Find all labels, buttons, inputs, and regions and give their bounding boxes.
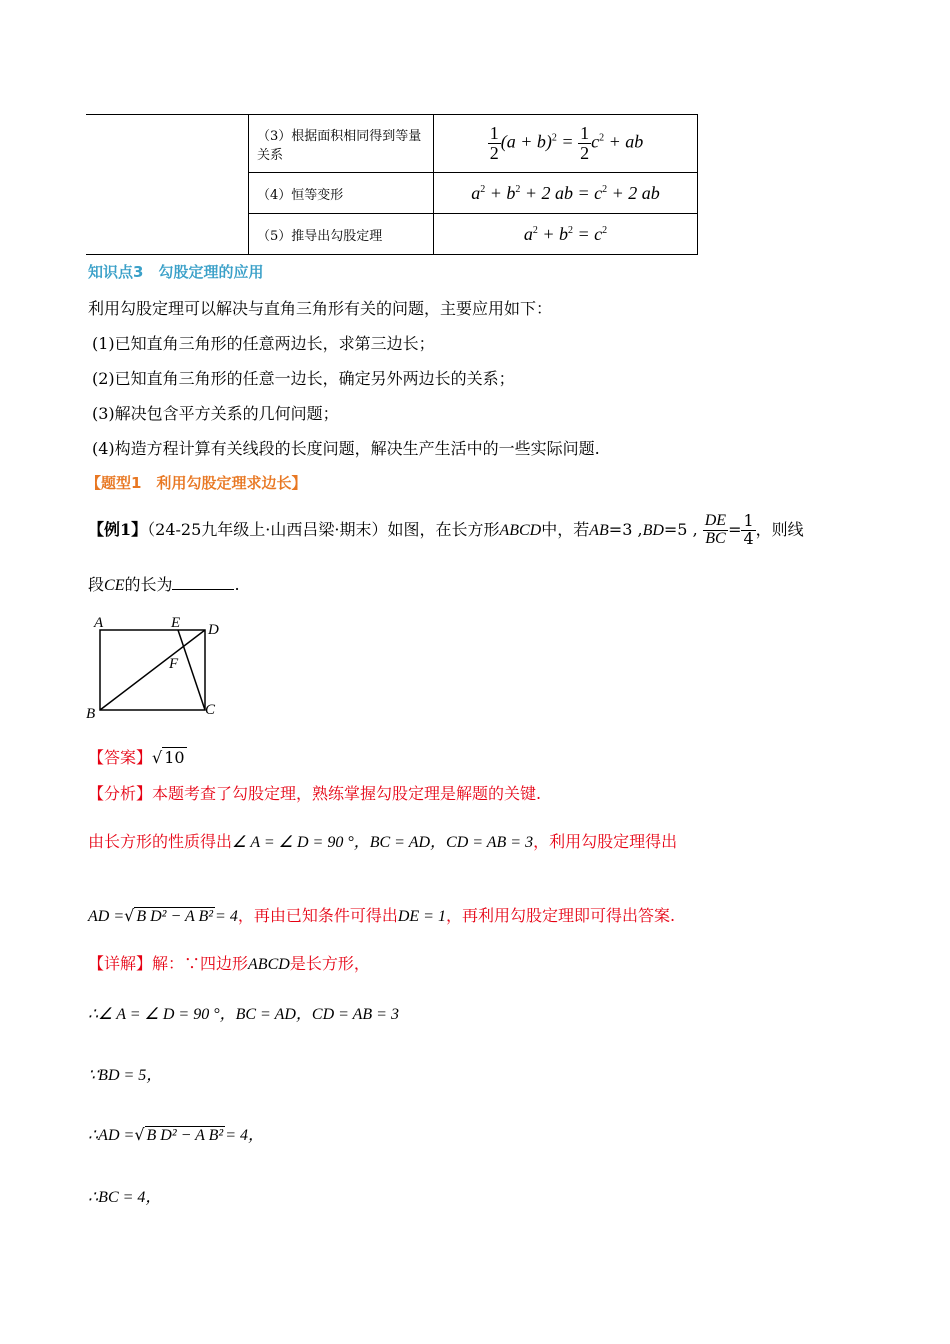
sqrt-icon: √ [124, 906, 135, 925]
segment-ec [178, 630, 205, 710]
analysis-math: = 4 [215, 908, 238, 925]
detail-line-1 [88, 951, 370, 974]
derivation-table [86, 114, 698, 255]
segment-ce: CE [104, 577, 125, 594]
sqrt-icon: √ [152, 748, 163, 767]
rectangle-figure [82, 610, 232, 725]
answer-blank [172, 589, 234, 590]
analysis-text: ，再利用勾股定理即可得出答案. [445, 906, 676, 925]
list-item: (1)已知直角三角形的任意两边长，求第三边长； [92, 334, 435, 353]
table-step-cell: （4）恒等变形 [249, 173, 434, 214]
ratio-fraction: $\frac{DE}{BC}$ [704, 512, 727, 547]
analysis-math: AD = [88, 908, 125, 925]
value-fraction: $\frac{1}{4}$ [743, 511, 754, 548]
label-c: C [205, 702, 216, 718]
analysis-math: DE = 1 [397, 908, 446, 925]
example-line-2 [88, 572, 240, 595]
example-source: （24-25九年级上·山西吕梁·期末）如图，在长方形 [147, 520, 500, 539]
list-item: (2)已知直角三角形的任意一边长，确定另外两边长的关系； [92, 369, 515, 388]
table-row [86, 115, 698, 173]
answer-line [88, 745, 187, 768]
detail-step [88, 1122, 264, 1145]
example-tail: ，则线 [755, 520, 804, 539]
example-rect: ABCD [499, 522, 542, 539]
example-cond1v: =3 , [608, 520, 643, 539]
analysis-text: ，再由已知条件可得出 [237, 906, 398, 925]
list-item: (4)构造方程计算有关线段的长度问题，解决生产生活中的一些实际问题. [92, 439, 600, 458]
detail-step: ∵BD = 5， [88, 1067, 163, 1084]
label-d: D [208, 622, 219, 638]
label-b: B [86, 706, 96, 722]
answer-label: 【答案】 [88, 748, 153, 767]
diagonal-bd [100, 630, 205, 710]
analysis-label: 【分析】 [88, 784, 153, 803]
example-cond2: BD [642, 522, 664, 539]
example-cond2v: =5 , [663, 520, 698, 539]
detail-text: 是长方形， [289, 954, 370, 973]
period: . [234, 575, 240, 594]
label-e: E [171, 615, 181, 631]
detail-step: ∴BC = 4， [88, 1189, 162, 1206]
equals-sign: = [728, 520, 742, 539]
table-step-cell: （5）推导出勾股定理 [249, 214, 434, 255]
analysis-line-3 [88, 903, 675, 926]
analysis-math: ∠ A = ∠ D = 90 °，BC = AD，CD = AB = 3 [232, 834, 534, 851]
table-step-cell: （3）根据面积相同得到等量关系 [249, 115, 434, 173]
analysis-text: 由长方形的性质得出 [88, 832, 233, 851]
table-blank-cell [86, 115, 249, 255]
example-line2-text: 段 [88, 575, 105, 594]
topic-heading: 【题型1 利用勾股定理求边长】 [86, 474, 307, 492]
table-formula-cell: $a^2 + b^2 + 2$ ab = $c^2 + 2$ ab [434, 173, 698, 214]
sqrt-icon: √ [134, 1125, 145, 1144]
table-formula-cell: $\frac{1}{2}$ $(a + b)^2$ = $\frac{1}{2}$ $c^2$ + ab [434, 115, 698, 173]
example-label: 【例1】 [88, 520, 148, 539]
table-formula-cell: $a^2 + b^2 = c^2$ [434, 214, 698, 255]
detail-step: ∴∠ A = ∠ D = 90 °，BC = AD，CD = AB = 3 [88, 1006, 399, 1023]
detail-math: ABCD [248, 956, 290, 973]
radicand: B D² − A B² [146, 1127, 224, 1144]
example-line2-text: 的长为 [124, 575, 173, 594]
detail-text: 解：∵四边形 [152, 954, 249, 973]
knowledge-heading: 知识点3 勾股定理的应用 [88, 263, 264, 281]
detail-math: = 4， [225, 1127, 265, 1144]
example-mid: 中，若 [541, 520, 590, 539]
analysis-text: 本题考查了勾股定理，熟练掌握勾股定理是解题的关键. [152, 784, 542, 803]
example-cond1: AB [589, 522, 609, 539]
example-line-1 [88, 510, 804, 551]
detail-math: ∴AD = [88, 1127, 135, 1144]
analysis-text: ，利用勾股定理得出 [533, 832, 678, 851]
knowledge-intro: 利用勾股定理可以解决与直角三角形有关的问题，主要应用如下： [88, 299, 553, 318]
analysis-line-2 [88, 829, 677, 852]
detail-label: 【详解】 [88, 954, 153, 973]
label-a: A [94, 615, 104, 631]
list-item: (3)解决包含平方关系的几何问题； [92, 404, 339, 423]
radicand: B D² − A B² [136, 908, 214, 925]
answer-value: 10 [164, 748, 185, 767]
analysis-line-1 [88, 781, 541, 804]
label-f: F [169, 656, 179, 672]
